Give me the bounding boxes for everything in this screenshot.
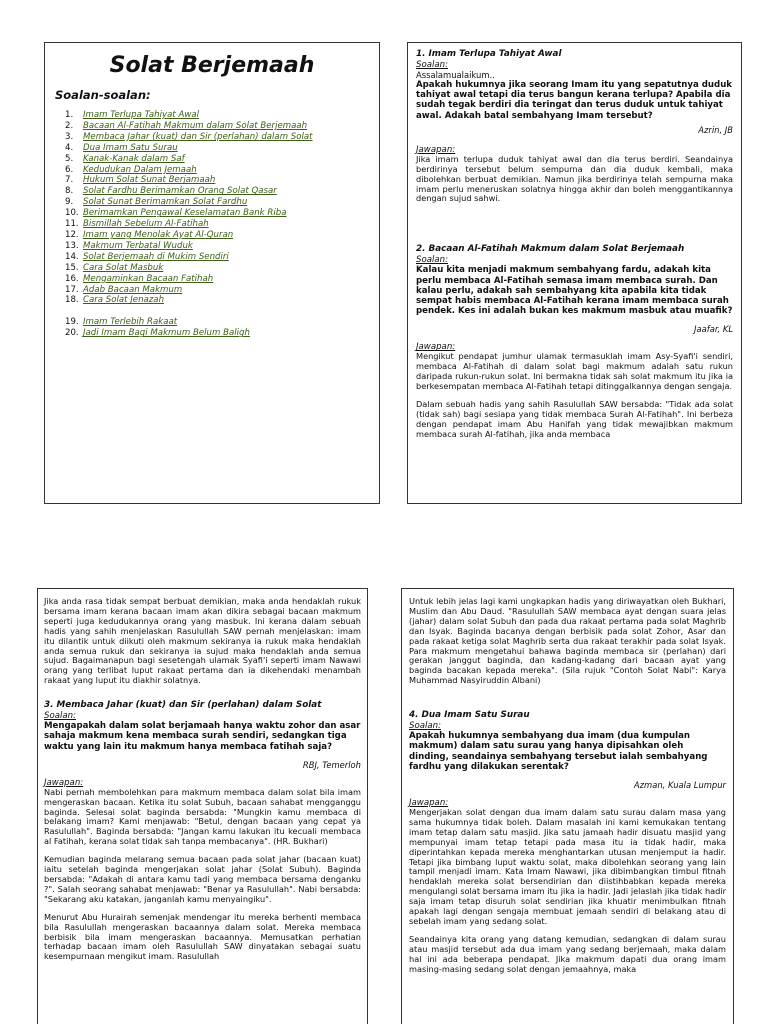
toc-item [53,252,371,263]
toc-item-link[interactable]: Cara Solat Masbuk [83,262,164,273]
toc-item-link[interactable]: Dua Imam Satu Surau [83,142,178,153]
toc-item [53,154,371,165]
toc-item [53,143,371,154]
question-author: Azman, Kuala Lumpur [633,779,726,790]
toc-item-link[interactable]: Kedudukan Dalam Jemaah [83,164,197,175]
toc-item [53,132,371,143]
section-3-title: 3. Membaca Jahar (kuat) dan Sir (perlahan) dalam Solat [44,700,322,711]
toc-item [53,110,371,121]
answer-text: Untuk lebih jelas lagi kami ungkapkan hadis yang diriwayatkan oleh Bukhari, Muslim dan Abu Daud. "Rasulullah SAW membaca ayat dengan suara jelas (jahar) dalam solat Subuh dan pada dua rakaat pertama pada solat Maghrib dan Isyak. Baginda bacanya dengan berbisik pada solat Zohor, Asar dan pada rakaat ketiga solat Maghrib serta dua rakaat terakhir pada solat Isyak. Para makmum mengetahui bahawa baginda membaca sir (perlahan) dari gerakan janggut baginda, dan kadang-kadang dari bacaan ayat yang baginda bacakan kepada mereka". (Sila rujuk "Contoh Solat Nabi": Karya Muhammad Nasyiruddin Albani) [409,596,726,686]
answer-text: Seandainya kita orang yang datang kemudian, sedangkan di dalam surau atau masjid tersebut ada dua imam yang sedang berjemaah, maka dalam hal ini ada beberapa pendapat. Jika makmum dapati dua orang imam masing-masing sedang solat dengan jemaahnya, maka [409,933,726,974]
toc-item [53,263,371,274]
toc-item-number: 5. [65,153,74,164]
section-2-title: 2. Bacaan Al-Fatihah Makmum dalam Solat Berjemaah [416,244,685,255]
question-author: RBJ, Temerloh [302,759,361,770]
toc-item-link[interactable]: Solat Sunat Berimamkan Solat Fardhu [83,197,248,208]
greeting: Assalamualaikum.. [416,70,495,80]
toc-item-number: 16. [65,273,79,284]
toc-item [53,121,371,132]
toc-item-number: 19. [65,317,79,328]
toc-item-link[interactable]: Solat Berjemaah di Mukim Sendiri [83,251,229,262]
answer-text: Kemudian baginda melarang semua bacaan pada solat jahar (bacaan kuat) iaitu setelah baginda mengerjakan solat jahar (Solat Subuh). Baginda bersabda: "Adakah di antara kamu tadi yang membaca bersama denganku ?". Salah seorang sahabat menjawab: "Benar ya Rasulullah". Nabi bersabda: "Sekarang aku katakan, janganlah kamu menyaingiku". [44,854,361,904]
question-author: Azrin, JB [698,124,733,135]
toc-item-link[interactable]: Makmum Terbatal Wuduk [83,240,193,251]
toc-item [53,197,371,208]
toc-item-number: 6. [65,164,74,175]
section-1-title: 1. Imam Terlupa Tahiyat Awal [416,49,562,59]
toc-item-number: 12. [65,229,79,240]
toc-item [53,230,371,241]
toc-item [53,219,371,230]
question-text: Apakah hukumnya sembahyang dua imam (dua kumpulan makmum) dalam satu surau yang hanya dipisahkan oleh dinding, seandainya sembahyang tersebut ialah sembahyang fardhu yang dilakukan serentak? [409,731,708,772]
answer-text: Mengikut pendapat jumhur ulamak termasuklah imam Asy-Syafi'i sendiri, membaca Al-Fatihah di dalam solat bagi makmum adalah satu rukun daripada rukun-rukun solat. Ini bermakna tidak sah solat makmum itu jika ia berkesempatan membaca Al-Fatihah tetapi ditinggalkannya dengan sengaja. [416,351,733,392]
toc-item-number: 10. [65,208,79,219]
toc-panel [44,42,380,504]
toc-item [53,285,371,296]
toc-item-link[interactable]: Imam yang Menolak Ayat Al-Quran [83,229,234,240]
toc-item [53,165,371,176]
toc-item [53,186,371,197]
question-label: Soalan: [416,255,448,266]
qa-panel-3 [401,588,734,1024]
toc-item [53,295,371,306]
toc-item-number: 2. [65,120,74,131]
question-text: Mengapakah dalam solat berjamaah hanya waktu zohor dan asar sahaja makmum kena membaca surah sendiri, sedangkan tiga waktu yang lain itu makmum hanya membaca fatihah saja? [44,721,361,752]
question-text: Apakah hukumnya jika seorang Imam itu yang sepatutnya duduk tahiyat awal tetapi dia terus bangun kerana terlupa? Apabila dia sudah tegak berdiri dia teringat dan terus duduk untuk tahiyat awal. Adakah batal sembahyang Imam tersebut? [416,80,733,121]
toc-item-number: 15. [65,262,79,273]
toc-item [53,241,371,252]
toc-item-link[interactable]: Adab Bacaan Makmum [83,284,183,295]
toc-item-number: 20. [65,328,79,339]
toc-item-link[interactable]: Bismillah Sebelum Al-Fatihah [83,219,209,230]
toc-list-extra [53,317,371,339]
toc-item-link[interactable]: Imam Terlebih Rakaat [83,317,178,328]
document-title: Solat Berjemaah [109,53,315,78]
toc-item [53,175,371,186]
toc-item-link[interactable]: Membaca Jahar (kuat) dan Sir (perlahan) dalam Solat [83,131,313,142]
toc-list [53,110,371,306]
toc-item-number: 8. [65,186,74,197]
toc-item-number: 17. [65,284,79,295]
toc-item-number: 18. [65,295,79,306]
toc-item [53,208,371,219]
qa-panel-2 [37,588,368,1024]
toc-item-number: 11. [65,219,79,230]
toc-item [53,274,371,285]
qa-panel-1 [407,42,742,504]
answer-text: Jika imam terlupa duduk tahiyat awal dan dia terus berdiri. Seandainya berdirinya tersebut belum sempurna dan dia duduk kembali, maka dibolehkan berbuat demikian. Namun jika berdirinya telah sempurna maka imam perlu meneruskan solatnya hingga akhir dan boleh menggantikannya dengan sujud sahwi. [416,153,733,204]
question-text: Kalau kita menjadi makmum sembahyang fardu, adakah kita perlu membaca Al-Fatihah semasa imam membaca surah. Dan kalau perlu, adakah sah sembahyang kita apabila kita tidak sempat habis membaca Al-Fatihah kerana imam membaca surah pendek. Kes ini adalah bukan kes makmum masbuk atau muafik? [416,265,733,317]
toc-item-number: 4. [65,142,74,153]
toc-item-number: 9. [65,197,74,208]
answer-label: Jawapan: [416,144,456,155]
toc-item-link[interactable]: Jadi Imam Bagi Makmum Belum Baligh [83,328,250,339]
toc-item-link[interactable]: Solat Fardhu Berimamkan Orang Solat Qasar [83,186,277,197]
toc-item-number: 1. [65,110,74,120]
toc-item-link[interactable]: Kanak-Kanak dalam Saf [83,153,185,164]
toc-item-link[interactable]: Imam Terlupa Tahiyat Awal [83,110,200,120]
toc-item-link[interactable]: Hukum Solat Sunat Berjamaah [83,175,216,186]
toc-item-number: 13. [65,240,79,251]
section-4-title: 4. Dua Imam Satu Surau [409,710,530,721]
answer-text: Dalam sebuah hadis yang sahih Rasulullah SAW bersabda: "Tidak ada solat (tidak sah) bagi sesiapa yang tidak membaca Surah Al-Fatihah". Ini berbeza dengan pendapat imam Abu Hanifah yang tidak mewajibkan makmum membaca surah Al-fatihah, jika anda membaca [416,398,733,439]
toc-item-link[interactable]: Cara Solat Jenazah [83,295,165,306]
answer-text: Jika anda rasa tidak sempat berbuat demikian, maka anda hendaklah rukuk bersama imam kerana bacaan imam akan dikira sebagai bacaan makmum seperti juga kedudukannya orang yang masbuk. Ini kerana dalam sebuah hadis yang sahih menjelaskan Rasulullah SAW pernah menjelaskan: imam itu dilantik untuk diikuti oleh makmum sekiranya ia rukuk maka hendaklah anda semua rukuk dan sekiranya ia sujud maka hendaklah anda semua sujud. Bagaimanapun bagi sesetengah ulamak Syafi'i seperti imam Nawawi orang yang terlibat luput rakaat pertama dan ia dikehendaki menambah rakaat yang luput itu diakhir solatnya. [44,596,361,686]
answer-text: Mengerjakan solat dengan dua imam dalam satu surau dalam masa yang sama hukumnya tidak boleh. Dalam masalah ini kami kemukakan tentang imam tetap dalam satu masjid. Jika satu jamaah hadir disuatu masjid yang mempunyai imam tetap tetapi pada masa itu ia tidak hadir, maka diperintahkan kepada mereka menghantarkan utusan menjemput ia hadir. Tetapi jika bimbang luput waktu solat, maka dibolehkan seorang yang lain tampil menjadi imam. Kata Imam Nawawi, jika dibimbangkan timbul fitnah hendaklah mereka solat bersendirian dan diistihbabkan kepada mereka mengulangi solat bersama imam itu jika ia hadir. Jadi jelaslah jika tidak hadir saja imam tetap disuruh solat sendirian jika khuatir menimbulkan fitnah apakah lagi dengan sengaja membuat jemaah sendiri di belakang atau di sebelah imam yang sedang solat. [409,806,726,926]
answer-label: Jawapan: [44,777,84,788]
toc-item-number: 14. [65,251,79,262]
toc-item-number: 3. [65,131,74,142]
toc-item [53,328,371,339]
answer-label: Jawapan: [409,797,449,808]
question-label: Soalan: [44,711,76,722]
toc-item [53,317,371,328]
question-label: Soalan: [409,721,441,732]
answer-label: Jawapan: [416,342,456,353]
toc-item-number: 7. [65,175,74,186]
question-label: Soalan: [416,60,448,70]
toc-item-link[interactable]: Berimamkan Pengawal Keselamatan Bank Riba [83,208,287,219]
answer-text: Nabi pernah membolehkan para makmum membaca dalam solat bila imam mengeraskan bacaan. Ketika itu solat Subuh, bacaan sahabat mengganggu baginda. Selesai solat baginda bersabda: "Mungkin kamu membaca di belakang imam? Kami menjawab: "Betul, dengan bacaan yang cepat ya Rasulullah". Baginda bersabda: "Jangan kamu lakukan itu kecuali membaca al Fatihah, kerana solat tidak sah tanpa membacanya". (HR. Bukhari) [44,786,361,847]
toc-item-link[interactable]: Bacaan Al-Fatihah Makmum dalam Solat Berjemaah [83,120,308,131]
toc-heading: Soalan-soalan: [55,88,151,102]
toc-item-link[interactable]: Mengaminkan Bacaan Fatihah [83,273,214,284]
question-author: Jaafar, KL [694,324,733,335]
answer-text: Menurut Abu Hurairah semenjak mendengar itu mereka berhenti membaca bila Rasulullah mengeraskan bacaannya dalam solat. Mereka membaca berbisik bila imam mengeraskan bacaannya. Memusatkan perhatian terhadap bacaan imam oleh Rasulullah SAW dinyatakan sebagai suatu kesempurnaan mengikut imam. Rasulullah [44,911,361,962]
